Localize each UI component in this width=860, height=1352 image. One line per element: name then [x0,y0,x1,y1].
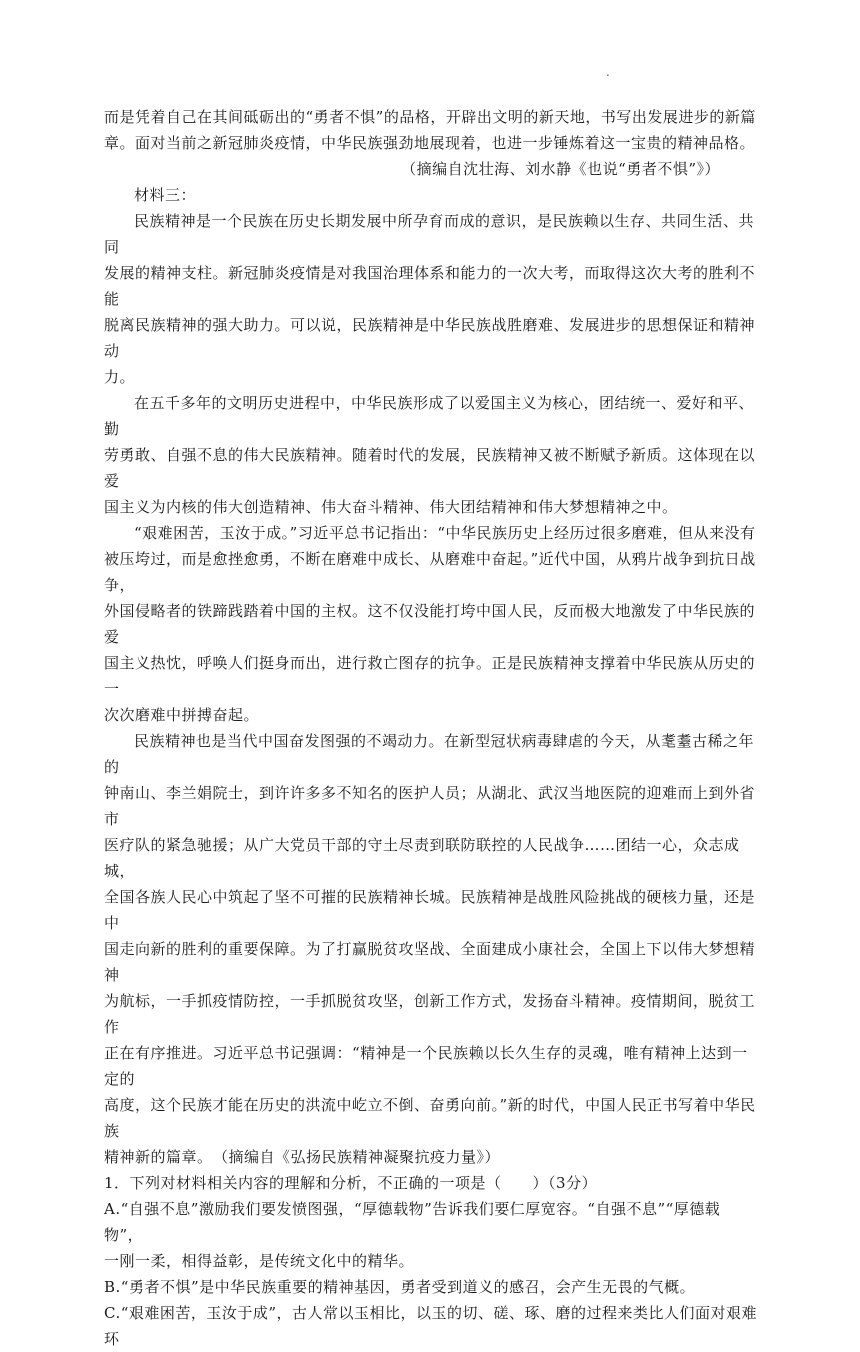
text-line: 在五千多年的文明历史进程中，中华民族形成了以爱国主义为核心，团结统一、爱好和平、勤 [104,394,755,438]
material2-tail [104,104,758,182]
source-citation: （摘编自沈壮海、刘水静《也说“勇者不惧”》） [401,160,720,178]
text-line: C.“艰难困苦，玉汝于成”，古人常以玉相比，以玉的切、磋、琢、磨的过程来类比人们面对艰难环 [104,1304,758,1348]
text-line: 被压垮过，而是愈挫愈勇，不断在磨难中成长、从磨难中奋起。”近代中国，从鸦片战争到抗日战争， [104,550,756,594]
text-line: 劳勇敢、自强不息的伟大民族精神。随着时代的发展，民族精神又被不断赋予新质。这体现在以爱 [104,446,756,490]
text-line: 国走向新的胜利的重要保障。为了打赢脱贫攻坚战、全面建成小康社会，全国上下以伟大梦想精神 [104,940,756,984]
text-line: 章。面对当前之新冠肺炎疫情，中华民族强劲地展现着，也进一步锤炼着这一宝贵的精神品格。 [104,134,756,152]
paragraph [104,208,758,390]
text-line: 正在有序推进。习近平总书记强调：“精神是一个民族赖以长久生存的灵魂，唯有精神上达到一定的 [104,1044,748,1088]
document-body [104,104,758,1352]
text-line: “艰难困苦，玉汝于成。”习近平总书记指出：“中华民族历史上经历过很多磨难，但从来没有 [134,524,756,542]
page-marker: . [606,65,610,79]
paragraph [104,390,758,520]
text-line: 次次磨难中拼搏奋起。 [104,706,260,724]
paragraph [104,520,758,728]
text-line: 医疗队的紧急驰援；从广大党员干部的守土尽责到联防联控的人民战争……团结一心，众志成城， [104,836,740,880]
text-line: 民族精神也是当代中国奋发图强的不竭动力。在新型冠状病毒肆虐的今天，从耄耋古稀之年的 [104,732,755,776]
text-line: 国主义为内核的伟大创造精神、伟大奋斗精神、伟大团结精神和伟大梦想精神之中。 [104,498,678,516]
text-line: 外国侵略者的铁蹄践踏着中国的主权。这不仅没能打垮中国人民，反而极大地激发了中华民族的爱 [104,602,756,646]
text-line: 力。 [104,368,136,386]
text-line: 民族精神是一个民族在历史长期发展中所孕育而成的意识，是民族赖以生存、共同生活、共同 [104,212,755,256]
option-a [104,1196,758,1274]
text-line: 而是凭着自己在其间砥砺出的“勇者不惧”的品格，开辟出文明的新天地，书写出发展进步的新篇 [104,108,756,126]
text-line: 脱离民族精神的强大助力。可以说，民族精神是中华民族战胜磨难、发展进步的思想保证和精神动 [104,316,756,360]
text-line: 国主义热忱，呼唤人们挺身而出，进行救亡图存的抗争。正是民族精神支撑着中华民族从历史的一 [104,654,756,698]
text-line: 精神新的篇章。 （摘编自《弘扬民族精神凝聚抗疫力量》） [104,1148,501,1166]
text-line: 发展的精神支柱。新冠肺炎疫情是对我国治理体系和能力的一次大考，而取得这次大考的胜利不能 [104,264,756,308]
text-line: 为航标，一手抓疫情防控，一手抓脱贫攻坚，创新工作方式，发扬奋斗精神。疫情期间，脱贫工作 [104,992,756,1036]
text-line: 钟南山、李兰娟院士，到许许多多不知名的医护人员；从湖北、武汉当地医院的迎难而上到外省市 [104,784,756,828]
text-line: 全国各族人民心中筑起了坚不可摧的民族精神长城。民族精神是战胜风险挑战的硬核力量，还是中 [104,888,756,932]
question-stem: 1．下列对材料相关内容的理解和分析，不正确的一项是（ ）（3分） [104,1174,598,1192]
text-line: B.“勇者不惧”是中华民族重要的精神基因，勇者受到道义的感召，会产生无畏的气概。 [104,1278,696,1296]
option-b [104,1274,758,1300]
text-line: A.“自强不息”激励我们要发愤图强，“厚德载物”告诉我们要仁厚宽容。“自强不息”“厚德载物”， [104,1200,721,1244]
section-heading: 材料三： [134,186,197,204]
option-c [104,1300,758,1352]
text-line: 一刚一柔，相得益彰，是传统文化中的精华。 [104,1252,415,1270]
text-line: 高度，这个民族才能在历史的洪流中屹立不倒、奋勇向前。”新的时代，中国人民正书写着中华民族 [104,1096,756,1140]
paragraph [104,728,758,1170]
question-1 [104,1170,758,1352]
